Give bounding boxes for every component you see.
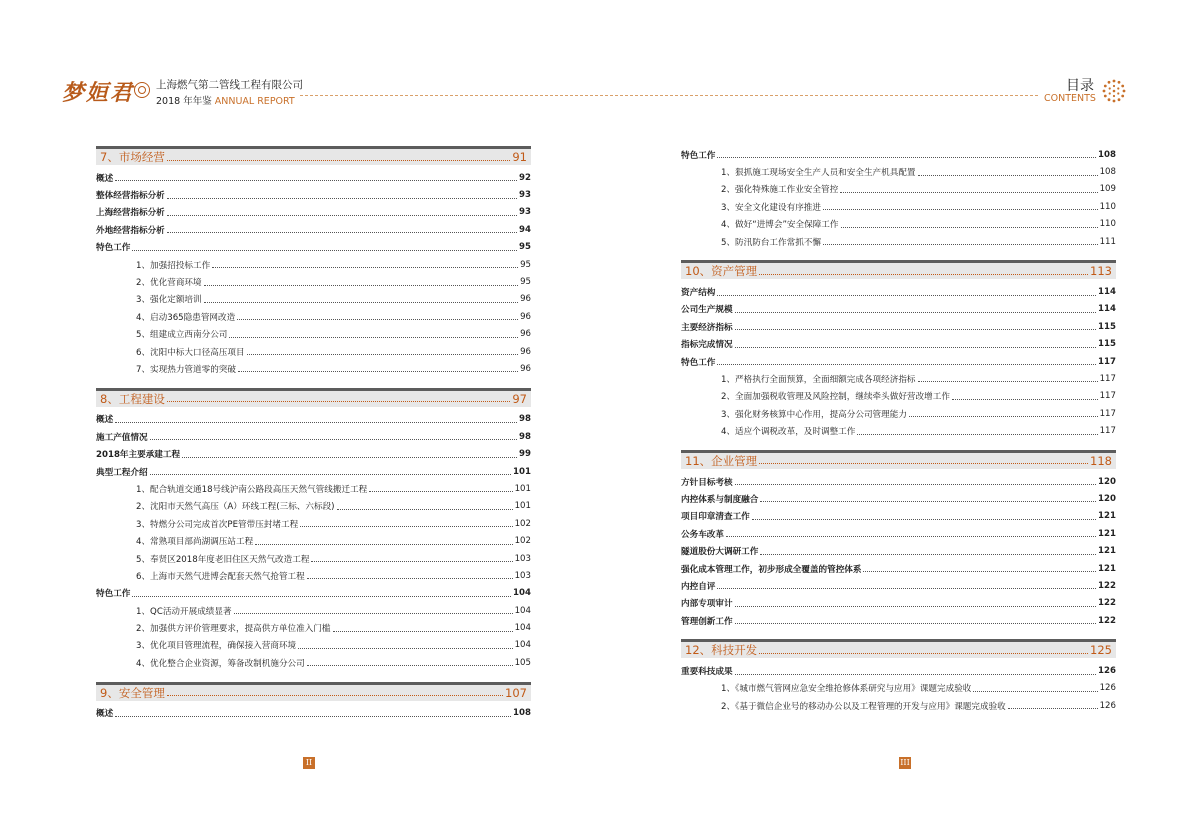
toc-title: 目录 xyxy=(1066,78,1094,94)
toc-entry-page: 108 xyxy=(1099,167,1116,178)
section-title: 10、资产管理 xyxy=(685,264,758,279)
toc-entry-page: 102 xyxy=(514,518,531,529)
leader-dots xyxy=(952,399,1098,400)
toc-entry-label: 特色工作 xyxy=(96,243,131,254)
toc-entry[interactable] xyxy=(681,163,1116,180)
toc-entry-page: 126 xyxy=(1099,683,1116,694)
leader-dots xyxy=(333,631,513,632)
toc-entry-page: 115 xyxy=(1098,321,1116,332)
toc-entry[interactable] xyxy=(681,577,1116,594)
toc-entry-page: 111 xyxy=(1099,236,1116,247)
leader-dots xyxy=(909,416,1098,417)
toc-entry-label: 强化成本管理工作，初步形成全覆盖的管控体系 xyxy=(681,564,862,575)
section-page: 118 xyxy=(1090,453,1112,468)
leader-dots xyxy=(735,312,1096,313)
toc-entry-page: 104 xyxy=(514,623,531,634)
toc-entry[interactable] xyxy=(681,697,1116,714)
leader-dots xyxy=(167,695,503,696)
toc-entry-page: 126 xyxy=(1099,700,1116,711)
leader-dots xyxy=(307,578,513,579)
toc-entry-page: 110 xyxy=(1099,201,1116,212)
leader-dots xyxy=(238,371,518,372)
toc-entry-label: 隧道股份大调研工作 xyxy=(681,547,759,558)
toc-entry-label: 2、《基于微信企业号的移动办公以及工程管理的开发与应用》课题完成验收 xyxy=(721,701,1006,712)
toc-entry[interactable] xyxy=(681,422,1116,439)
leader-dots xyxy=(735,674,1096,675)
toc-entry-page: 121 xyxy=(1098,511,1116,522)
leader-dots xyxy=(212,267,518,268)
brand-signature-logo: 梦姮君 xyxy=(62,80,135,106)
toc-entry[interactable] xyxy=(681,405,1116,422)
toc-entry-page: 115 xyxy=(1098,339,1116,350)
toc-entry-page: 93 xyxy=(519,190,531,201)
toc-entry-page: 126 xyxy=(1098,666,1116,677)
leader-dots xyxy=(150,474,511,475)
toc-entry[interactable] xyxy=(96,463,531,480)
toc-entry-label: 2、加强供方评价管理要求，提高供方单位准入门槛 xyxy=(136,624,331,635)
page-number-left: II xyxy=(303,757,315,769)
toc-entry-page: 96 xyxy=(520,346,531,357)
leader-dots xyxy=(150,439,517,440)
leader-dots xyxy=(182,457,517,458)
toc-entry[interactable] xyxy=(681,508,1116,525)
toc-entry-page: 110 xyxy=(1099,219,1116,230)
toc-entry-label: 整体经营指标分析 xyxy=(96,191,165,202)
section-title: 7、市场经营 xyxy=(100,150,165,164)
toc-entry-label: 重要科技成果 xyxy=(681,667,733,678)
toc-entry-page: 93 xyxy=(519,207,531,218)
toc-entry-label: 指标完成情况 xyxy=(681,340,733,351)
toc-entry[interactable] xyxy=(681,353,1116,370)
toc-entry-label: 2、优化营商环境 xyxy=(136,278,202,289)
toc-entry-label: 4、常熟项目部尚湖调压站工程 xyxy=(136,537,254,548)
toc-entry[interactable] xyxy=(96,360,531,377)
toc-entry[interactable] xyxy=(96,654,531,671)
leader-dots xyxy=(229,337,518,338)
toc-entry-page: 103 xyxy=(514,553,531,564)
toc-entry-page: 121 xyxy=(1098,563,1116,574)
toc-entry-label: 1、狠抓施工现场安全生产人员和安全生产机具配置 xyxy=(721,168,916,179)
toc-entry-label: 7、实现热力管道零的突破 xyxy=(136,364,236,375)
leader-dots xyxy=(298,648,512,649)
toc-entry-page: 108 xyxy=(513,708,531,719)
leader-dots xyxy=(863,571,1096,572)
toc-entry[interactable] xyxy=(96,221,531,238)
toc-entry-page: 95 xyxy=(520,259,531,270)
toc-entry-label: 公务车改革 xyxy=(681,529,724,540)
leader-dots xyxy=(918,381,1098,382)
annual-report-label: ANNUAL REPORT xyxy=(214,96,295,107)
toc-entry[interactable] xyxy=(96,291,531,308)
toc-entry-page: 122 xyxy=(1098,598,1116,609)
toc-entry-page: 122 xyxy=(1098,580,1116,591)
leader-dots xyxy=(726,536,1096,537)
toc-title-en: CONTENTS xyxy=(1044,93,1096,104)
toc-entry-page: 117 xyxy=(1098,356,1116,367)
leader-dots xyxy=(717,157,1096,158)
leader-dots xyxy=(167,160,511,161)
toc-entry-label: 项目印章清查工作 xyxy=(681,512,750,523)
leader-dots xyxy=(973,691,1097,692)
toc-entry-label: 5、防汛防台工作常抓不懈 xyxy=(721,237,821,248)
toc-entry-label: 内部专项审计 xyxy=(681,599,733,610)
toc-entry-label: 特色工作 xyxy=(96,589,131,600)
toc-entry-page: 101 xyxy=(514,483,531,494)
toc-entry-label: 1、QC活动开展成绩显著 xyxy=(136,606,232,617)
toc-entry-page: 96 xyxy=(520,311,531,322)
toc-entry-page: 117 xyxy=(1099,391,1116,402)
toc-entry[interactable] xyxy=(96,186,531,203)
toc-entry-page: 114 xyxy=(1098,287,1116,298)
toc-entry-label: 资产结构 xyxy=(681,288,716,299)
toc-entry[interactable] xyxy=(96,169,531,186)
leader-dots xyxy=(234,613,513,614)
leader-dots xyxy=(759,463,1088,464)
leader-dots xyxy=(204,302,518,303)
leader-dots xyxy=(717,588,1096,589)
toc-entry[interactable] xyxy=(96,515,531,532)
leader-dots xyxy=(759,274,1088,275)
toc-entry[interactable] xyxy=(96,256,531,273)
toc-entry-label: 施工产值情况 xyxy=(96,432,148,443)
toc-entry-label: 公司生产规模 xyxy=(681,305,733,316)
toc-entry-label: 特色工作 xyxy=(681,150,716,161)
toc-entry-page: 117 xyxy=(1099,408,1116,419)
toc-entry[interactable] xyxy=(681,216,1116,233)
leader-dots xyxy=(167,198,517,199)
section-heading[interactable] xyxy=(96,146,531,165)
leader-dots xyxy=(841,227,1098,228)
toc-entry-page: 120 xyxy=(1098,476,1116,487)
leader-dots xyxy=(237,319,518,320)
toc-right-column xyxy=(681,146,1116,715)
leader-dots xyxy=(204,285,518,286)
toc-entry[interactable] xyxy=(96,308,531,325)
leader-dots xyxy=(132,596,511,597)
toc-entry-page: 95 xyxy=(519,242,531,253)
toc-entry-label: 2、沈阳市天然气高压（A）环线工程(三标、六标段) xyxy=(136,502,335,513)
leader-dots xyxy=(760,501,1096,502)
toc-entry-page: 103 xyxy=(514,570,531,581)
toc-entry[interactable] xyxy=(96,273,531,290)
leader-dots xyxy=(735,484,1096,485)
toc-entry-page: 109 xyxy=(1099,184,1116,195)
section-page: 113 xyxy=(1090,264,1112,279)
toc-entry[interactable] xyxy=(681,318,1116,335)
leader-dots xyxy=(760,554,1096,555)
section-page: 107 xyxy=(505,685,527,700)
toc-entry[interactable] xyxy=(681,336,1116,353)
toc-entry[interactable] xyxy=(681,680,1116,697)
leader-dots xyxy=(752,519,1096,520)
toc-entry-label: 3、特燃分公司完成首次PE管带压封堵工程 xyxy=(136,519,299,530)
toc-entry-label: 典型工程介绍 xyxy=(96,467,148,478)
leader-dots xyxy=(717,295,1096,296)
section-title: 12、科技开发 xyxy=(685,643,758,658)
leader-dots xyxy=(247,354,518,355)
toc-entry-label: 1、配合轨道交通18号线沪南公路段高压天然气管线搬迁工程 xyxy=(136,484,368,495)
toc-entry-label: 方针目标考核 xyxy=(681,477,733,488)
dotted-circle-icon xyxy=(1102,79,1126,103)
toc-entry-label: 1、严格执行全面预算，全面细额完成各项经济指标 xyxy=(721,374,916,385)
toc-entry-label: 3、安全文化建设有序推进 xyxy=(721,202,821,213)
toc-entry-page: 122 xyxy=(1098,615,1116,626)
year-text: 2018 年年鉴 xyxy=(156,96,212,107)
leader-dots xyxy=(735,347,1096,348)
toc-entry[interactable] xyxy=(96,619,531,636)
section-heading[interactable] xyxy=(681,260,1116,279)
toc-entry-label: 3、强化定额培训 xyxy=(136,295,202,306)
toc-entry-page: 104 xyxy=(514,605,531,616)
toc-entry-label: 2、全面加强税收管理及风险控制，继续牵头做好营改增工作 xyxy=(721,392,950,403)
toc-entry[interactable] xyxy=(681,370,1116,387)
section-heading[interactable] xyxy=(96,388,531,407)
leader-dots xyxy=(255,544,512,545)
leader-dots xyxy=(735,623,1096,624)
toc-entry-label: 概述 xyxy=(96,415,114,426)
header-divider xyxy=(300,95,1038,96)
toc-entry[interactable] xyxy=(96,550,531,567)
toc-entry[interactable] xyxy=(96,204,531,221)
toc-entry-page: 121 xyxy=(1098,546,1116,557)
toc-entry[interactable] xyxy=(96,445,531,462)
toc-entry-label: 4、启动365隐患管网改造 xyxy=(136,312,236,323)
leader-dots xyxy=(307,665,513,666)
toc-entry-page: 105 xyxy=(514,657,531,668)
toc-entry-label: 内控体系与制度融合 xyxy=(681,494,759,505)
toc-entry-label: 概述 xyxy=(96,173,114,184)
toc-entry-label: 管理创新工作 xyxy=(681,616,733,627)
leader-dots xyxy=(823,209,1098,210)
toc-entry-page: 102 xyxy=(514,536,531,547)
toc-entry-page: 92 xyxy=(519,172,531,183)
leader-dots xyxy=(300,526,512,527)
toc-entry-page: 117 xyxy=(1099,426,1116,437)
toc-entry-label: 上海经营指标分析 xyxy=(96,208,165,219)
toc-entry-label: 主要经济指标 xyxy=(681,322,733,333)
leader-dots xyxy=(167,215,517,216)
toc-entry[interactable] xyxy=(681,388,1116,405)
leader-dots xyxy=(115,180,517,181)
toc-entry-label: 3、优化项目管理流程，确保接入营商环境 xyxy=(136,641,297,652)
toc-entry-page: 98 xyxy=(519,431,531,442)
toc-entry[interactable] xyxy=(681,612,1116,629)
leader-dots xyxy=(857,434,1097,435)
section-page: 97 xyxy=(512,391,527,406)
section-title: 8、工程建设 xyxy=(100,391,165,406)
toc-entry[interactable] xyxy=(681,473,1116,490)
leader-dots xyxy=(1008,708,1098,709)
toc-entry[interactable] xyxy=(96,480,531,497)
leader-dots xyxy=(918,175,1098,176)
toc-entry[interactable] xyxy=(681,146,1116,163)
leader-dots xyxy=(840,192,1097,193)
toc-continued-entries xyxy=(681,146,1116,250)
toc-entry[interactable] xyxy=(96,343,531,360)
leader-dots xyxy=(369,491,512,492)
toc-entry-label: 5、组建成立西南分公司 xyxy=(136,330,228,341)
leader-dots xyxy=(717,364,1096,365)
toc-entry-page: 108 xyxy=(1098,149,1116,160)
toc-entry[interactable] xyxy=(96,428,531,445)
toc-entry-page: 121 xyxy=(1098,528,1116,539)
toc-entry-label: 5、奉贤区2018年度老旧住区天然气改造工程 xyxy=(136,554,310,565)
company-name: 上海燃气第二管线工程有限公司 xyxy=(156,79,303,91)
toc-entry[interactable] xyxy=(96,239,531,256)
toc-entry[interactable] xyxy=(681,542,1116,559)
toc-entry-label: 内控自评 xyxy=(681,581,716,592)
toc-entry[interactable] xyxy=(96,567,531,584)
toc-entry-page: 101 xyxy=(513,466,531,477)
toc-entry-page: 114 xyxy=(1098,304,1116,315)
toc-entry[interactable] xyxy=(681,525,1116,542)
section-title: 11、企业管理 xyxy=(685,453,758,468)
toc-entry[interactable] xyxy=(96,498,531,515)
toc-entry-label: 4、优化整合企业资源，筹备改制机施分公司 xyxy=(136,658,305,669)
toc-entry-label: 概述 xyxy=(96,709,114,720)
toc-entry[interactable] xyxy=(681,560,1116,577)
toc-entry[interactable] xyxy=(681,662,1116,679)
toc-left-column xyxy=(96,146,531,722)
toc-entry[interactable] xyxy=(681,301,1116,318)
toc-entry-page: 99 xyxy=(519,449,531,460)
toc-entry-page: 98 xyxy=(519,414,531,425)
leader-dots xyxy=(115,716,511,717)
company-emblem-icon xyxy=(134,82,150,98)
yearbook-label xyxy=(156,93,295,107)
toc-entry-page: 96 xyxy=(520,329,531,340)
leader-dots xyxy=(759,653,1088,654)
leader-dots xyxy=(735,329,1096,330)
toc-entry-label: 1、《城市燃气管网应急安全维抢修体系研究与应用》课题完成验收 xyxy=(721,684,972,695)
leader-dots xyxy=(311,561,512,562)
section-heading[interactable] xyxy=(96,682,531,701)
toc-entry-page: 104 xyxy=(514,640,531,651)
toc-entry-page: 96 xyxy=(520,294,531,305)
toc-entry-label: 1、加强招投标工作 xyxy=(136,260,211,271)
leader-dots xyxy=(337,509,513,510)
toc-entry-label: 2018年主要承建工程 xyxy=(96,450,181,461)
toc-entry-label: 外地经营指标分析 xyxy=(96,225,165,236)
toc-entry[interactable] xyxy=(96,637,531,654)
leader-dots xyxy=(167,232,517,233)
toc-entry-label: 6、沈阳中标大口径高压项目 xyxy=(136,347,245,358)
toc-entry-label: 4、适应个调税改革，及时调整工作 xyxy=(721,427,856,438)
toc-entry[interactable] xyxy=(681,595,1116,612)
toc-entry-label: 2、强化特殊施工作业安全管控 xyxy=(721,185,839,196)
toc-entry-label: 3、强化财务核算中心作用，提高分公司管理能力 xyxy=(721,409,907,420)
toc-entry[interactable] xyxy=(681,181,1116,198)
toc-entry[interactable] xyxy=(96,411,531,428)
toc-entry[interactable] xyxy=(96,602,531,619)
leader-dots xyxy=(167,401,511,402)
toc-entry-page: 96 xyxy=(520,363,531,374)
toc-entry-page: 120 xyxy=(1098,493,1116,504)
toc-entry-page: 95 xyxy=(520,277,531,288)
toc-entry-page: 101 xyxy=(514,501,531,512)
toc-entry[interactable] xyxy=(96,585,531,602)
toc-entry[interactable] xyxy=(681,233,1116,250)
toc-entry-page: 117 xyxy=(1099,373,1116,384)
toc-entry-label: 特色工作 xyxy=(681,357,716,368)
leader-dots xyxy=(823,244,1098,245)
toc-entry-label: 6、上海市天然气进博会配套天然气抢管工程 xyxy=(136,571,305,582)
toc-entry[interactable] xyxy=(96,532,531,549)
toc-entry[interactable] xyxy=(681,198,1116,215)
leader-dots xyxy=(132,250,517,251)
section-heading[interactable] xyxy=(681,639,1116,658)
section-title: 9、安全管理 xyxy=(100,685,165,700)
toc-entry-page: 104 xyxy=(513,588,531,599)
toc-entry[interactable] xyxy=(96,326,531,343)
section-page: 125 xyxy=(1090,643,1112,658)
toc-entry-page: 94 xyxy=(519,224,531,235)
section-page: 91 xyxy=(512,150,527,164)
toc-entry-label: 4、做好“进博会”安全保障工作 xyxy=(721,220,839,231)
page-number-right: III xyxy=(900,758,910,767)
toc-entry[interactable] xyxy=(96,705,531,722)
toc-entry[interactable] xyxy=(681,283,1116,300)
leader-dots xyxy=(735,606,1096,607)
section-heading[interactable] xyxy=(681,450,1116,469)
leader-dots xyxy=(115,422,517,423)
toc-entry[interactable] xyxy=(681,490,1116,507)
